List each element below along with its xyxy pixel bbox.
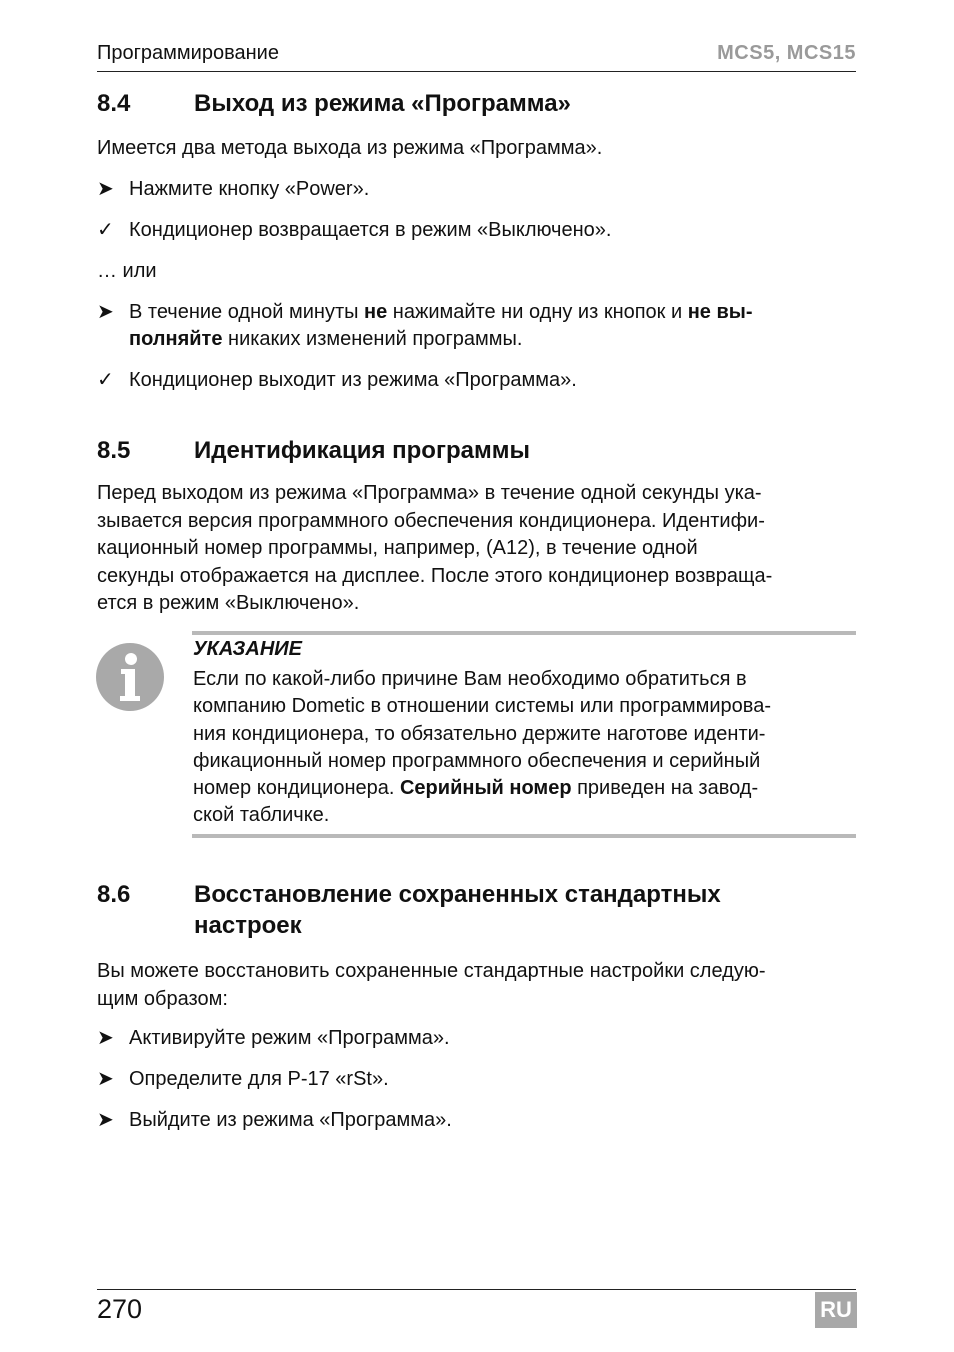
section-8-6-title: Восстановление сохраненных стандартных настроек [194, 881, 721, 939]
step-text: В течение одной минуты не нажимайте ни одну из кнопок и не вы- полняйте никаких изменений программы. [129, 301, 753, 350]
step-text: Определите для P-17 «rSt». [129, 1068, 389, 1090]
note-text: Если по какой-либо причине Вам необходимо обратиться в компанию Dometic в отношении системы или программирова- ния кондиционера, то обязательно держите наготове иденти- фикационный номер программного обеспечения и серийный номер кондиционера. Серийный номер приведен на завод- ской табличке. [193, 668, 771, 827]
page-number: 270 [97, 1294, 143, 1324]
arrow-bullet-icon: ➤ [97, 178, 114, 200]
result-text: Кондиционер выходит из режима «Программа». [129, 369, 577, 391]
arrow-bullet-icon: ➤ [97, 1027, 114, 1049]
section-8-4-intro: Имеется два метода выхода из режима «Программа». [97, 137, 603, 159]
note-top-rule [192, 631, 856, 635]
note-heading: УКАЗАНИЕ [193, 638, 302, 660]
language-badge: RU [815, 1292, 857, 1328]
header-divider [97, 71, 856, 72]
checkmark-icon: ✓ [97, 219, 114, 241]
section-8-6-intro: Вы можете восстановить сохраненные стандартные настройки следую- щим образом: [97, 960, 766, 1010]
step-text: Активируйте режим «Программа». [129, 1027, 450, 1049]
arrow-bullet-icon: ➤ [97, 1068, 114, 1090]
section-8-4-title: Выход из режима «Программа» [194, 90, 571, 117]
note-bottom-rule [192, 834, 856, 838]
section-8-4-number: 8.4 [97, 90, 131, 117]
arrow-bullet-icon: ➤ [97, 301, 114, 323]
step-text: Выйдите из режима «Программа». [129, 1109, 452, 1131]
section-8-6-number: 8.6 [97, 881, 131, 908]
section-8-5-paragraph: Перед выходом из режима «Программа» в течение одной секунды ука- зывается версия программного обеспечения кондиционера. Идентифи- кационный номер программы, например, (A12), в течение одной секунды отображается на дисплее. После этого кондиционер возвраща- ется в режим «Выключено». [97, 482, 773, 614]
step-text: Нажмите кнопку «Power». [129, 178, 370, 200]
section-8-5-number: 8.5 [97, 437, 131, 464]
arrow-bullet-icon: ➤ [97, 1109, 114, 1131]
running-header-section: Программирование [97, 42, 279, 64]
info-icon [96, 643, 164, 711]
result-text: Кондиционер возвращается в режим «Выключено». [129, 219, 612, 241]
checkmark-icon: ✓ [97, 369, 114, 391]
or-separator: … или [97, 260, 157, 282]
running-header-model: MCS5, MCS15 [717, 42, 856, 64]
section-8-5-title: Идентификация программы [194, 437, 530, 464]
footer-divider [97, 1289, 856, 1290]
